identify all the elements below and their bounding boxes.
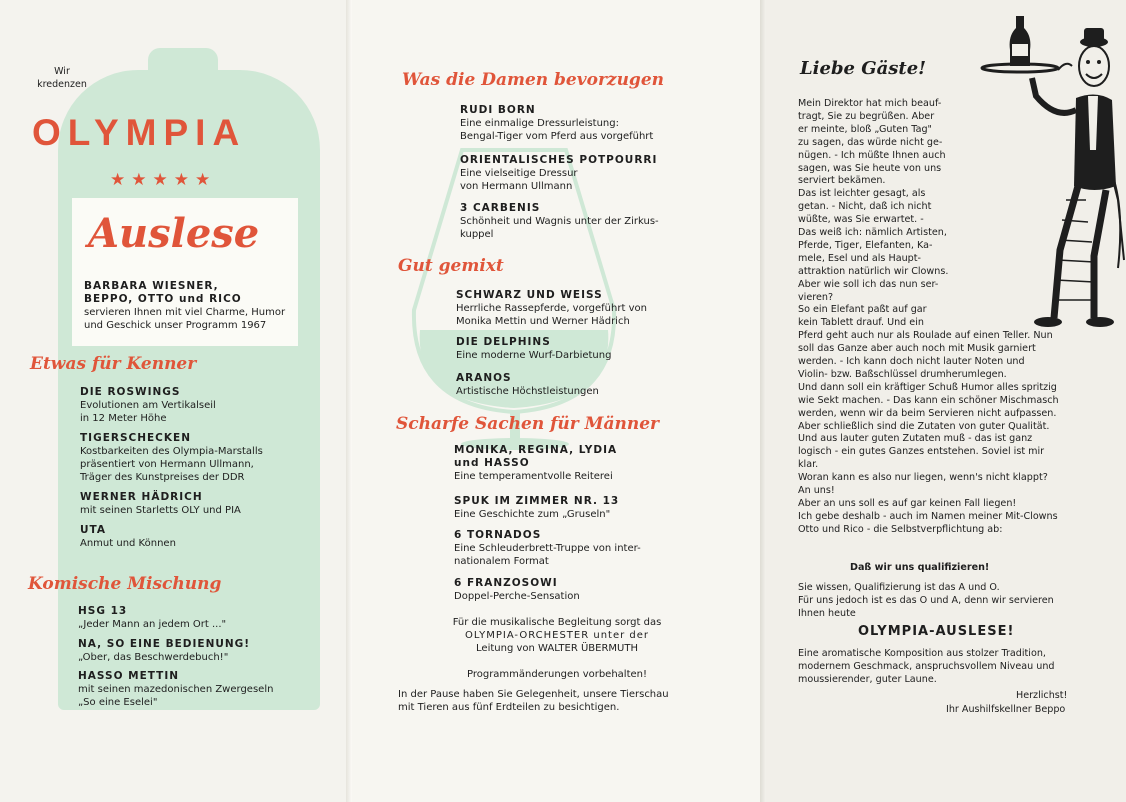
letter-line: wüßte, was Sie erwartet. - bbox=[798, 214, 924, 226]
closing-text: Herzlichst! bbox=[1016, 690, 1068, 701]
letter-line: Das weiß ich: nämlich Artisten, bbox=[798, 227, 947, 238]
stars-decoration: ★★★★★ bbox=[110, 170, 217, 190]
letter-line: Aber an uns soll es auf gar keinen Fall liegen! bbox=[798, 497, 1017, 509]
letter-line: modernem Geschmack, anspruchsvollem Niveau und bbox=[798, 660, 1055, 672]
act-item: ARANOS Artistische Höchstleistungen bbox=[456, 372, 599, 397]
letter-line: Aber wie soll ich das nun ser- bbox=[798, 278, 939, 290]
letter-line: soll das Ganze aber auch noch mit Musik garniert bbox=[798, 343, 1036, 355]
letter-line: nügen. - Ich müßte Ihnen auch bbox=[798, 149, 946, 161]
pause-note: In der Pause haben Sie Gelegenheit, unsere Tierschau mit Tieren aus fünf Erdteilen zu besichtigen. bbox=[398, 689, 669, 713]
headline-text: OLYMPIA-AUSLESE! bbox=[858, 624, 1015, 639]
intro-text: Wir kredenzen bbox=[37, 66, 87, 90]
letter-line: Ich gebe deshalb - auch im Namen meiner Mit-Clowns bbox=[798, 510, 1058, 522]
act-item: DIE ROSWINGS Evolutionen am Vertikalseil in 12 Meter Höhe bbox=[80, 386, 216, 424]
letter-line: Das ist leichter gesagt, als bbox=[798, 188, 926, 200]
act-item: MONIKA, REGINA, LYDIA und HASSO Eine temperamentvolle Reiterei bbox=[454, 444, 618, 482]
letter-line: Violin- bzw. Baßschlüssel drumherumlegen. bbox=[798, 368, 1007, 380]
letter-line: sagen, was Sie heute von uns bbox=[798, 162, 942, 174]
letter-line: mele, Esel und als Haupt- bbox=[798, 252, 921, 264]
signature-text: Ihr Aushilfskellner Beppo bbox=[946, 704, 1066, 715]
act-item: WERNER HÄDRICH mit seinen Starletts OLY und PIA bbox=[80, 491, 241, 516]
middle-panel bbox=[352, 0, 766, 802]
section-title-gemixt: Gut gemixt bbox=[398, 256, 504, 276]
act-item: RUDI BORN Eine einmalige Dressurleistung: Bengal-Tiger vom Pferd aus vorgeführt bbox=[460, 104, 654, 142]
act-item: HSG 13 „Jeder Mann an jedem Ort ..." bbox=[78, 605, 227, 630]
letter-line: Woran kann es also nur liegen, wenn's nicht klappt? bbox=[798, 472, 1048, 484]
act-item: TIGERSCHECKEN Kostbarkeiten des Olympia-Marstalls präsentiert von Hermann Ullmann, Träger des Kunstpreises der DDR bbox=[80, 432, 263, 483]
letter-line: Eine aromatische Komposition aus stolzer Tradition, bbox=[798, 648, 1046, 659]
letter-line: So ein Elefant paßt auf gar bbox=[798, 304, 927, 316]
letter-line: zu sagen, das würde nicht ge- bbox=[798, 136, 943, 148]
letter-line: logisch - ein gutes Ganzes entstehen. Soviel ist mir bbox=[798, 446, 1045, 458]
brand-title: OLYMPIA bbox=[32, 112, 247, 153]
letter-line: werden, wenn wir da beim Servieren nicht aufpassen. bbox=[798, 407, 1057, 419]
letter-line: Pferd geht auch nur als Roulade auf einen Teller. Nun bbox=[798, 330, 1053, 342]
letter-line: moussierender, guter Laune. bbox=[798, 673, 937, 685]
letter-line: serviert bekämen. bbox=[798, 175, 886, 187]
act-item: SCHWARZ UND WEISS Herrliche Rassepferde, vorgeführt von Monika Mettin und Werner Hädrich bbox=[456, 289, 647, 327]
section-title-kenner: Etwas für Kenner bbox=[30, 354, 197, 374]
letter-line: tragt, Sie zu begrüßen. Aber bbox=[798, 110, 935, 122]
letter-title: Liebe Gäste! bbox=[800, 58, 927, 79]
letter-line: Sie wissen, Qualifizierung ist das A und O. bbox=[798, 582, 1000, 593]
act-item: HASSO METTIN mit seinen mazedonischen Zwergeseln „So eine Eselei" bbox=[78, 670, 274, 708]
letter-line: werden. - Ich kann doch nicht lauter Noten und bbox=[798, 356, 1025, 367]
changes-note: Programmänderungen vorbehalten! bbox=[466, 669, 647, 680]
letter-line: An uns! bbox=[798, 485, 835, 496]
waiter-illustration bbox=[976, 0, 1126, 340]
act-item: NA, SO EINE BEDIENUNG! „Ober, das Beschwerdebuch!" bbox=[78, 638, 251, 663]
act-item: DIE DELPHINS Eine moderne Wurf-Darbietung bbox=[456, 336, 612, 361]
letter-line: Otto und Rico - die Selbstverpflichtung ab: bbox=[798, 523, 1003, 535]
hosts-block: BARBARA WIESNER, BEPPO, OTTO und RICO servieren Ihnen mit viel Charme, Humor und Geschick unser Programm 1967 bbox=[84, 280, 286, 331]
left-panel bbox=[0, 0, 352, 802]
letter-line: er meinte, bloß „Guten Tag" bbox=[798, 123, 932, 135]
act-item: SPUK IM ZIMMER NR. 13 Eine Geschichte zum „Gruseln" bbox=[454, 495, 620, 520]
letter-line: Und aus lauter guten Zutaten muß - das ist ganz bbox=[798, 433, 1033, 445]
act-item: 3 CARBENIS Schönheit und Wagnis unter der Zirkus- kuppel bbox=[460, 202, 659, 240]
product-title: Auslese bbox=[88, 210, 260, 257]
letter-line: kein Tablett drauf. Und ein bbox=[798, 317, 924, 329]
letter-line: Und dann soll ein kräftiger Schuß Humor alles spritzig bbox=[798, 381, 1057, 393]
letter-line: attraktion natürlich wir Clowns. bbox=[798, 265, 949, 277]
act-item: 6 FRANZOSOWI Doppel-Perche-Sensation bbox=[454, 577, 580, 602]
section-title-damen: Was die Damen bevorzugen bbox=[402, 70, 664, 90]
act-item: UTA Anmut und Können bbox=[80, 524, 176, 549]
music-note: Für die musikalische Begleitung sorgt das OLYMPIA-ORCHESTER unter der Leitung von WALTER ÜBERMUTH bbox=[452, 617, 662, 654]
act-item: ORIENTALISCHES POTPOURRI Eine vielseitige Dressur von Hermann Ullmann bbox=[460, 154, 658, 192]
letter-line: klar. bbox=[798, 459, 819, 471]
section-title-komische: Komische Mischung bbox=[28, 574, 222, 594]
letter-line: Mein Direktor hat mich beauf- bbox=[798, 98, 942, 109]
letter-line: vieren? bbox=[798, 291, 834, 303]
act-item: 6 TORNADOS Eine Schleuderbrett-Truppe von inter- nationalem Format bbox=[454, 529, 641, 567]
section-title-maenner: Scharfe Sachen für Männer bbox=[396, 414, 659, 434]
letter-line: Ihnen heute bbox=[798, 607, 856, 619]
letter-line: wie Sekt machen. - Das kann ein schöner Mischmasch bbox=[798, 394, 1059, 406]
pledge-text: Daß wir uns qualifizieren! bbox=[850, 562, 990, 573]
letter-line: Pferde, Tiger, Elefanten, Ka- bbox=[798, 239, 933, 251]
letter-line: Aber schließlich sind die Zutaten von guter Qualität. bbox=[798, 420, 1050, 432]
letter-line: getan. - Nicht, daß ich nicht bbox=[798, 201, 932, 213]
letter-line: Für uns jedoch ist es das O und A, denn wir servieren bbox=[798, 594, 1054, 606]
